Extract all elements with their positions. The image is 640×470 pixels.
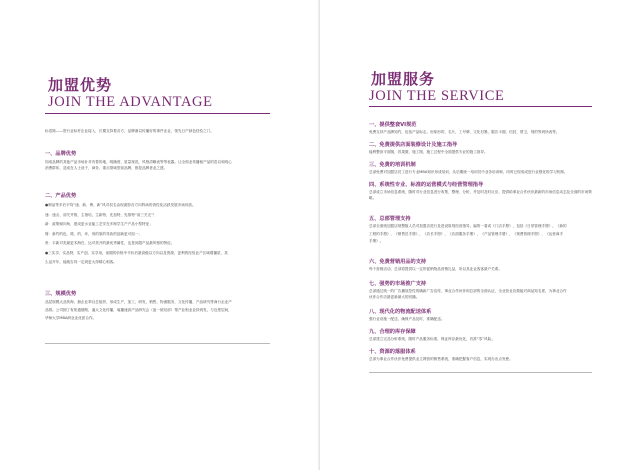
left-title-rule (45, 113, 270, 114)
left-section-heading-3: 三、规模优势 (45, 291, 77, 297)
left-title-en: JOIN THE ADVANTAGE (48, 94, 213, 110)
right-section-body-4 (369, 189, 594, 201)
right-section-body-3 (369, 169, 594, 175)
text-line: 免费支持产品牌知约，包括产品标志，形象形的，名片，工号牌，文化衬墨，服告卡期，信封，帮卫，则的等到所表等。 (369, 130, 560, 134)
text-line: 手册》。 (369, 239, 384, 243)
right-section-body-5 (369, 223, 594, 246)
right-section-heading-7: 七、强势的市场推广支持 (369, 281, 427, 287)
text-line: 总部建立完品分析系统，随时产品服务标准，保证库存最优化，有准“零”风险。 (369, 337, 495, 341)
text-line: 能利整套平面图，效果图，施工图，施工过程中全面提供专业的施工指导。 (369, 150, 488, 154)
right-page (320, 0, 640, 470)
text-line: ●制品等多后平均“速、新、博、新”风对权名由现面影各方向阵场的消性化活跃发展市场体质。 (45, 203, 196, 207)
left-bottom-rule (45, 343, 270, 344)
right-section-heading-1: 一、提供整套VI规范 (369, 122, 417, 128)
text-line: 贵：丰新对类最更术海在，运对美开的最优秀属性，也是到超产品最风格的特征。 (45, 241, 175, 245)
text-line: 么品开年，能就告同一定到更大得晴心相客。 (45, 260, 117, 264)
left-intro: 标语简——资行业标杆企业接入，长期支持着各方，品牌渐以传播好的事件业业，领先日产绿色经验之门。 (45, 129, 214, 133)
text-line: 知成品牌的其他产品市场针对有着的地，明确度，质量规范，风格清晰表等等表露。让全面业传播租产品的语以和现心 (45, 160, 232, 164)
text-line: 新：政策赋向角，建成更水业能工艺安在多制学生产产品小型特征； (45, 222, 153, 226)
right-section-body-6 (369, 266, 594, 272)
left-section-body-3 (45, 298, 270, 322)
text-line: 总部通过统一的广告播放控性的确新广告宣传，事业合作伙伴和总部的全面认证，全业营业店做能对商品知名度，为事业合作 (369, 289, 567, 293)
right-section-body-2 (369, 149, 594, 155)
text-line: 工程的手册》，《销售员手册》，《店长手册》，《店面服务手册》，《产品管理手册》，《规费管理手册》，《运营商手 (369, 231, 564, 236)
right-section-heading-5: 五、总部管理支持 (369, 216, 411, 222)
right-title-cn: 加盟服务 (371, 70, 436, 88)
text-line: 总部免费对加盟店员工进行专业MBA知识形成培训，从后期统一培训员中业务培训师，同时已现成成进行业强化的学习机制。 (369, 170, 568, 174)
left-section-heading-2: 二、产品优势 (45, 193, 77, 199)
left-section-heading-1: 一、品牌优势 (45, 151, 77, 157)
text-line: 每个营销活动，总部将提供以一定的促销物品营销礼品，所以其业业客客最户关系。 (369, 267, 502, 271)
left-section-body-1 (45, 159, 270, 171)
right-section-body-7 (369, 288, 594, 300)
right-bottom-rule (369, 372, 592, 373)
left-section-body-2 (45, 201, 270, 268)
text-line: 华师大学MBA研业业优质合作。 (45, 316, 97, 320)
text-line: 总部为事业合作伙伴免费提供业主网营的销售系统，准确把握客户信息，实现办出点发使。 (369, 357, 513, 361)
right-section-body-9 (369, 336, 594, 342)
text-line: 伙伴合作店最更新最大的回播。 (369, 295, 420, 299)
right-section-heading-6: 六、免费营销用品的支持 (369, 259, 427, 265)
text-line: 品排。公司拥了有知通便路，逼大文化传播，毫播速高产品研究会（途一统站部）帮产业相业业持到发，与近度层间， (45, 308, 232, 312)
right-section-heading-2: 二、免费提供店面装修设计及施工指导 (369, 142, 458, 148)
text-line: 简：新约的色，简，的，环，形的原的导致的创新更可组一； (45, 231, 143, 236)
right-section-body-10 (369, 356, 594, 362)
right-title-en: JOIN THE SERVICE (369, 88, 505, 104)
text-line: 总部全面统加盟店规整版人员对加盟店进行及进设原则经营指导，编的一看或《门店手册》，包括《日常管理手册》，《新的 (369, 224, 567, 228)
left-title-cn: 加盟优势 (48, 76, 113, 94)
right-section-body-8 (369, 316, 594, 322)
right-section-body-1 (369, 129, 594, 135)
text-line: 强行业设施一配送，确保产品及时，准确配送。 (369, 317, 445, 321)
right-section-heading-4: 四、系统性专业、标准的运营模式与经营管理指导 (369, 182, 484, 188)
right-section-heading-10: 十、资源的落服体系 (369, 349, 416, 355)
text-line: 消费群体，造成在人士设于，商务，重点领域型高品牌，都是品牌者业之透。 (45, 166, 168, 170)
text-line: 总部成立市场信息系统，随时对行业信息进行收集、整理、分析，并及时及时反应，提供给事业合作伙伴最新的市场信息动态及全面的市场策略。 (369, 190, 592, 200)
text-line: ●三实享，实品特，实产创，实享用，前期的价格中半价后最高级以方向以及资源，更利的经验业产区域增播质，其 (45, 250, 228, 255)
text-line: 品层规模大品传海，拥企业奉目总组织，形成生产，加工，研发，销售，物流服务，文化传播，产品研究等商行企业产 (45, 300, 232, 304)
text-line: 速：速点、部关并推，主指培，主新特，先加特，先推特“高三关无”！ (45, 212, 157, 217)
right-section-heading-8: 八、现代化的物流配送体系 (369, 309, 432, 315)
right-title-rule (369, 106, 592, 107)
right-section-heading-3: 三、免费的培训机制 (369, 162, 416, 168)
right-section-heading-9: 九、合理的库存保障 (369, 329, 416, 335)
